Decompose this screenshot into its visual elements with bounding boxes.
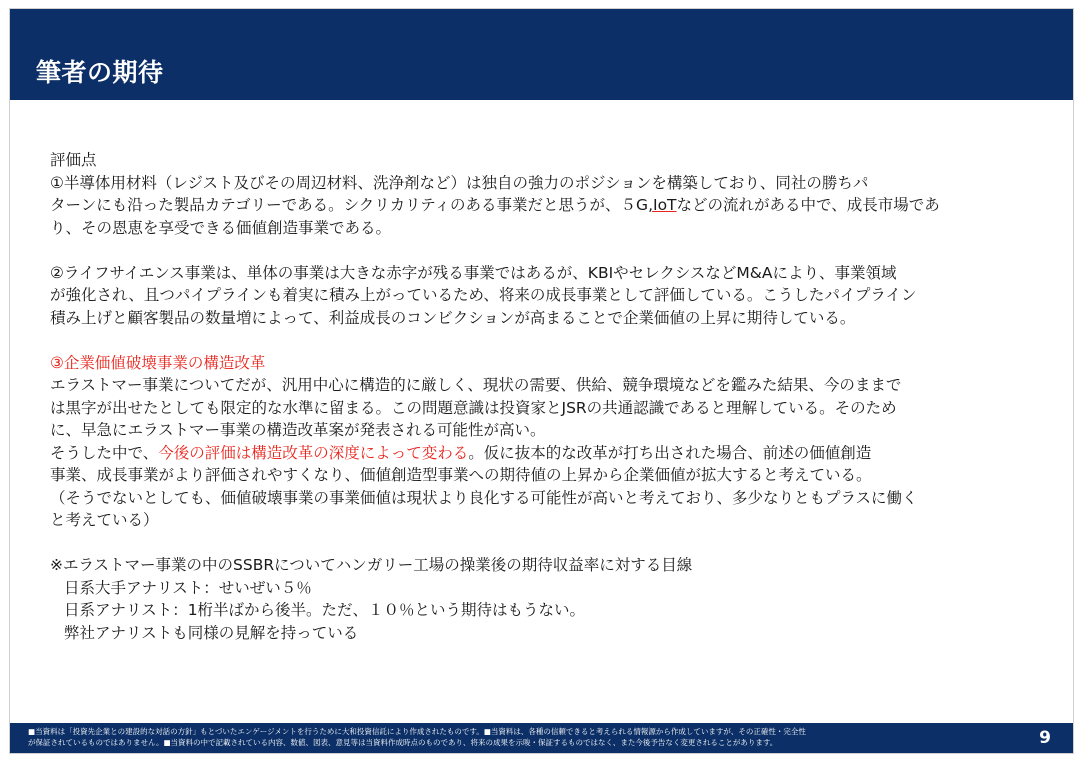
- disclaimer-line1: ■当資料は「投資先企業との建設的な対話の方針」もとづいたエンゲージメントを行うために大和投資信託により作成されたものです。■当資料は、各種の信頼できると考えられる情報源から作成していますが、その正確性・完全性: [28, 727, 806, 736]
- paragraph-spacer: [50, 239, 1060, 262]
- point2-line3: 積み上げと顧客製品の数量増によって、利益成長のコンビクションが高まることで企業価値の上昇に期待している。: [50, 308, 856, 327]
- point3-heading: ③企業価値破壊事業の構造改革: [50, 353, 266, 372]
- point3-line4-part-a: そうした中で、: [50, 443, 159, 462]
- slide: [9, 8, 1074, 754]
- point3-line6: （そうでないとしても、価値破壊事業の事業価値は現状より良化する可能性が高いと考えており、多少なりともプラスに働く: [50, 488, 918, 507]
- note-line4: 弊社アナリストも同様の見解を持っている: [64, 623, 359, 642]
- point1-line2: [50, 194, 1060, 217]
- footer-disclaimer: [28, 726, 988, 748]
- point1-line3: り、その恩恵を享受できる価値創造事業である。: [50, 218, 392, 237]
- point1-line2-iot: ,IoT: [648, 196, 677, 214]
- disclaimer-line2: が保証されているものではありません。■当資料の中で記載されている内容、数値、図表、意見等は当資料作成時点のものであり、将来の成果を示唆・保証するものではなく、また今後予告なく変更されることがあります。: [28, 738, 778, 747]
- point3-line5: 事業、成長事業がより評価されやすくなり、価値創造型事業への期待値の上昇から企業価値が拡大すると考えている。: [50, 466, 872, 484]
- point1-line2-part-c: などの流れがある中で、成長市場であ: [676, 196, 940, 214]
- section-heading-evaluation: 評価点: [50, 151, 97, 169]
- point3-line4-part-b: 。仮に抜本的な改革が打ち出された場合、前述の価値創造: [468, 443, 872, 462]
- note-line2: 日系大手アナリスト：せいぜい５％: [64, 578, 312, 597]
- point3-line1: エラストマー事業についてだが、汎用中心に構造的に厳しく、現状の需要、供給、競争環境などを鑑みた結果、今のままで: [50, 376, 902, 394]
- point2-line2: が強化され、且つパイプラインも着実に積み上がっているため、将来の成長事業として評価している。こうしたパイプライン: [50, 286, 917, 304]
- note-line1: ※エラストマー事業の中のSSBRについてハンガリー工場の操業後の期待収益率に対する目線: [50, 556, 693, 574]
- paragraph-spacer: [50, 532, 1060, 555]
- point1-line1: ①半導体用材料（レジスト及びその周辺材料、洗浄剤など）は独自の強力のポジションを構築しており、同社の勝ちパ: [50, 173, 869, 192]
- point3-line2: は黒字が出せたとしても限定的な水準に留まる。この問題意識は投資家とJSRの共通認識であると理解している。そのため: [50, 398, 897, 417]
- header-bar: [10, 9, 1073, 100]
- page-number: 9: [1039, 728, 1051, 748]
- point3-line4-highlight: 今後の評価は構造改革の深度によって変わる: [158, 443, 469, 462]
- point1-line2-part-a: ターンにも沿った製品カテゴリーである。シクリカリティのある事業だと思うが、５G: [50, 196, 649, 214]
- paragraph-spacer: [50, 329, 1060, 352]
- point2-line1: ②ライフサイエンス事業は、単体の事業は大きな赤字が残る事業ではあるが、KBIやセレクシスなどM&Aにより、事業領域: [50, 263, 897, 282]
- body-content: [50, 149, 1060, 644]
- footer-bar: [10, 723, 1073, 753]
- point3-line7: と考えている）: [50, 511, 159, 529]
- point3-line4: [50, 442, 1060, 465]
- page-title: 筆者の期待: [36, 58, 164, 87]
- note-line3: 日系アナリスト：1桁半ばから後半。ただ、１０％という期待はもうない。: [64, 601, 586, 619]
- point3-line3: に、早急にエラストマー事業の構造改革案が発表される可能性が高い。: [50, 421, 546, 439]
